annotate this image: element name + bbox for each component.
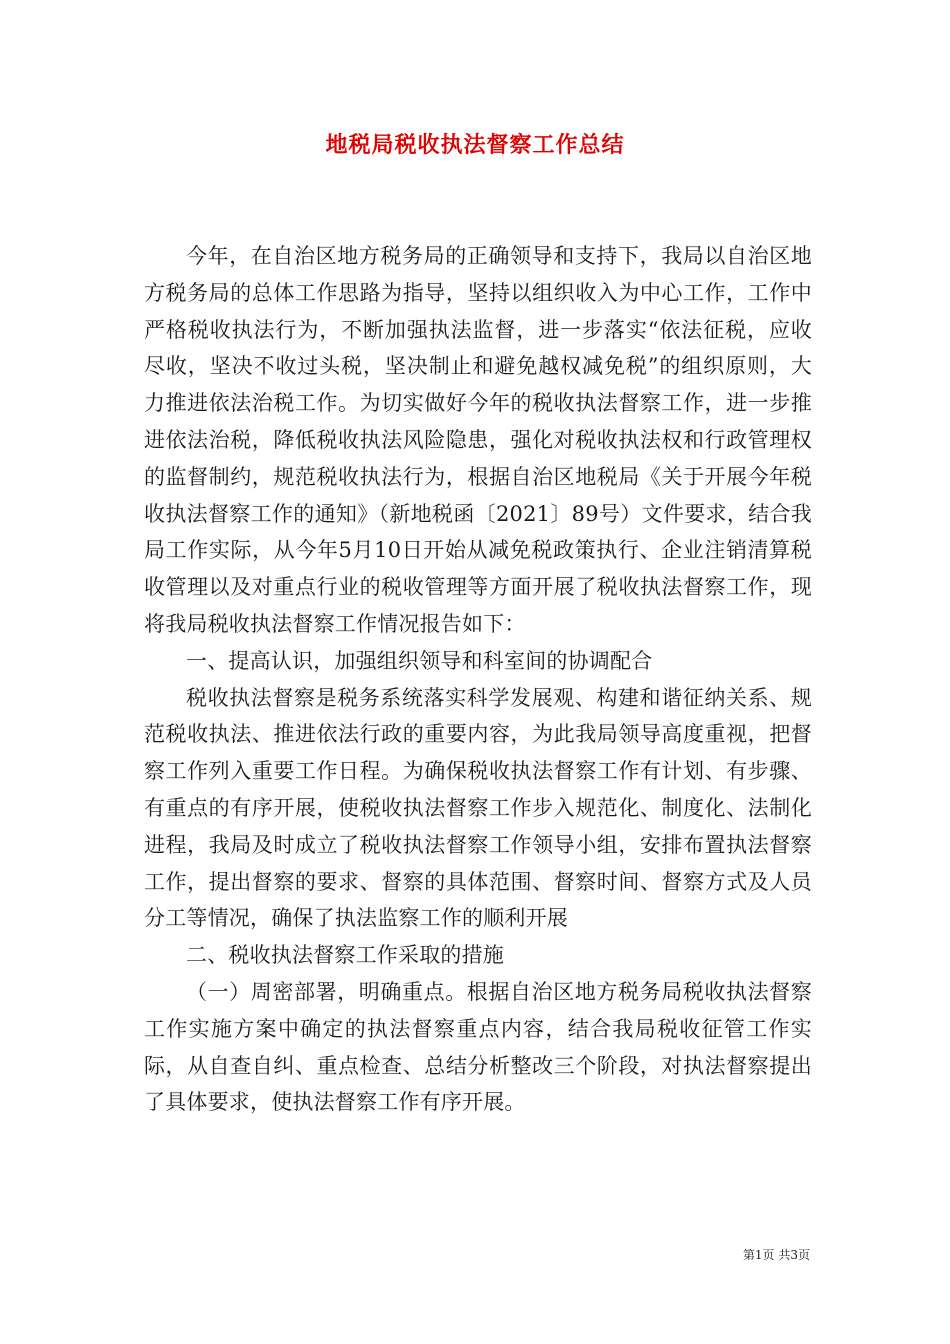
section-heading-2: 二、税收执法督察工作采取的措施 [186, 943, 504, 968]
document-body [144, 238, 812, 1121]
paragraph-intro: 今年，在自治区地方税务局的正确领导和支持下，我局以自治区地方税务局的总体工作思路为指导，坚持以组织收入为中心工作，工作中严格税收执法行为，不断加强执法监督，进一步落实“依法征税，应收尽收，坚决不收过头税，坚决制止和避免越权减免税”的组织原则，大力推进依法治税工作。为切实做好今年的税收执法督察工作，进一步推进依法治税，降低税收执法风险隐患，强化对税收执法权和行政管理权的监督制约，规范税收执法行为，根据自治区地税局《关于开展今年税收执法督察工作的通知》（新地税函〔2021〕89号）文件要求，结合我局工作实际，从今年5月10日开始从减免税政策执行、企业注销清算税收管理以及对重点行业的税收管理等方面开展了税收执法督察工作，现将我局税收执法督察工作情况报告如下： [144, 244, 812, 636]
document-title: 地税局税收执法督察工作总结 [325, 133, 625, 158]
paragraph-section-1: 税收执法督察是税务系统落实科学发展观、构建和谐征纳关系、规范税收执法、推进依法行政的重要内容，为此我局领导高度重视，把督察工作列入重要工作日程。为确保税收执法督察工作有计划、有步骤、有重点的有序开展，使税收执法督察工作步入规范化、制度化、法制化进程，我局及时成立了税收执法督察工作领导小组，安排布置执法督察工作，提出督察的要求、督察的具体范围、督察时间、督察方式及人员分工等情况，确保了执法监察工作的顺利开展 [144, 685, 812, 931]
page-number-footer: 第1页 共3页 [742, 1248, 810, 1262]
section-heading-1: 一、提高认识，加强组织领导和科室间的协调配合 [186, 648, 653, 673]
paragraph-section-2-1: （一）周密部署，明确重点。根据自治区地方税务局税收执法督察工作实施方案中确定的执法督察重点内容，结合我局税收征管工作实际，从自查自纠、重点检查、总结分析整改三个阶段，对执法督察提出了具体要求，使执法督察工作有序开展。 [144, 979, 812, 1115]
